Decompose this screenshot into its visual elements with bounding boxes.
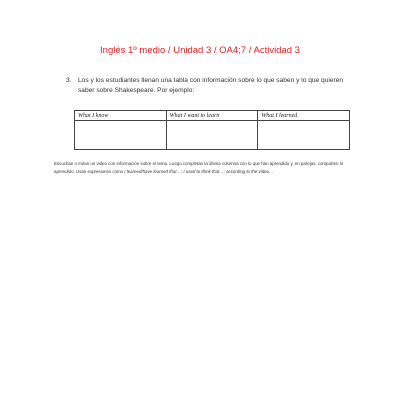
item-text: Los y los estudiantes llenan una tabla con información sobre lo que saben y lo que quieren saber sobre Shakespeare. Por ejemplo: [78,77,344,94]
table-row [75,121,350,150]
cell-learned [258,121,350,150]
cell-want [166,121,258,150]
activity-item [66,76,356,95]
header-what-i-want-to-learn: What I want to learn [166,111,258,121]
page-title: Inglés 1º medio / Unidad 3 / OA4;7 / Actividad 3 [100,45,300,56]
instruction-note [54,160,359,176]
cell-know [75,121,167,150]
table-header-row [75,111,350,121]
kwl-table [74,110,350,150]
note-text: Escuchan o miran un video con información sobre el tema. Luego completan la última columna con lo que han aprendido y, en parejas, comparten lo aprendido. Usan expresiones como [54,161,344,174]
item-number: 3. [66,77,72,84]
note-expressions: I learned/have learned that…; I used to think that…; according to the video… [124,169,274,174]
header-what-i-learned: What I learned [258,111,350,121]
header-what-i-know: What I know [75,111,167,121]
